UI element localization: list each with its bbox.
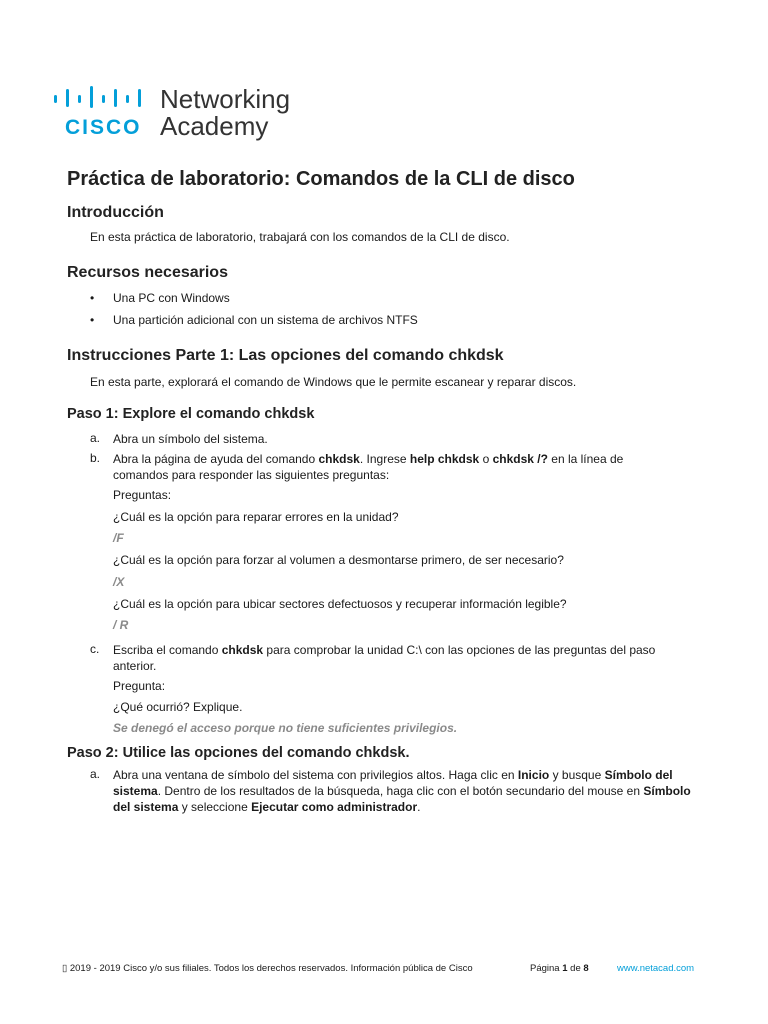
question-3: ¿Cuál es la opción para ubicar sectores defectuosos y recuperar información legible? — [113, 597, 567, 611]
question-label: Pregunta: — [113, 679, 166, 693]
intro-text: En esta práctica de laboratorio, trabajará con los comandos de la CLI de disco. — [90, 230, 510, 244]
cisco-wordmark: CISCO — [65, 116, 142, 139]
step1-c-text: Escriba el comando chkdsk para comprobar la unidad C:\ con las opciones de las preguntas del paso anterior. — [113, 643, 656, 673]
part1-heading: Instrucciones Parte 1: Las opciones del comando chkdsk — [67, 347, 504, 364]
item-label: a. — [90, 767, 101, 781]
resource-item: Una PC con Windows — [113, 291, 230, 305]
item-label: c. — [90, 642, 100, 656]
resources-heading: Recursos necesarios — [67, 264, 228, 281]
netacad-link[interactable]: www.netacad.com — [617, 963, 695, 974]
question-2: ¿Cuál es la opción para forzar al volumen a desmontarse primero, de ser necesario? — [113, 553, 564, 567]
cisco-bars-icon — [52, 84, 152, 110]
cisco-networking-academy-logo — [52, 84, 312, 144]
answer-2: /X — [113, 575, 125, 589]
resource-item: Una partición adicional con un sistema de archivos NTFS — [113, 313, 418, 327]
footer-page-number: Página 1 de 8 — [530, 963, 589, 974]
questions-label: Preguntas: — [113, 488, 172, 502]
bullet-marker: • — [90, 313, 95, 327]
intro-heading: Introducción — [67, 204, 164, 221]
question-4: ¿Qué ocurrió? Explique. — [113, 700, 243, 714]
step1-heading: Paso 1: Explore el comando chkdsk — [67, 406, 315, 422]
page-title: Práctica de laboratorio: Comandos de la CLI de disco — [67, 168, 575, 190]
answer-3: / R — [113, 618, 129, 632]
question-1: ¿Cuál es la opción para reparar errores en la unidad? — [113, 510, 399, 524]
logo-academy: Academy — [160, 111, 269, 141]
item-label: a. — [90, 431, 101, 445]
logo-networking: Networking — [160, 84, 291, 114]
part1-text: En esta parte, explorará el comando de Windows que le permite escanear y reparar discos. — [90, 375, 577, 389]
step1-a-text: Abra un símbolo del sistema. — [113, 432, 268, 446]
item-label: b. — [90, 451, 101, 465]
answer-4: Se denegó el acceso porque no tiene suficientes privilegios. — [113, 721, 458, 735]
footer-copyright: ▯ 2019 - 2019 Cisco y/o sus filiales. Todos los derechos reservados. Información pública de Cisco — [62, 963, 473, 974]
step1-b-text: Abra la página de ayuda del comando chkdsk. Ingrese help chkdsk o chkdsk /? en la línea de comandos para responder las siguientes preguntas: — [113, 452, 624, 482]
step2-a-text: Abra una ventana de símbolo del sistema con privilegios altos. Haga clic en Inicio y busque Símbolo del sistema. Dentro de los resultados de la búsqueda, haga clic con el botón secundario del mouse en Símbolo del sistema y seleccione Ejecutar como administrador. — [113, 768, 691, 814]
step2-heading: Paso 2: Utilice las opciones del comando chkdsk. — [67, 745, 410, 761]
bullet-marker: • — [90, 291, 95, 305]
answer-1: /F — [113, 531, 124, 545]
